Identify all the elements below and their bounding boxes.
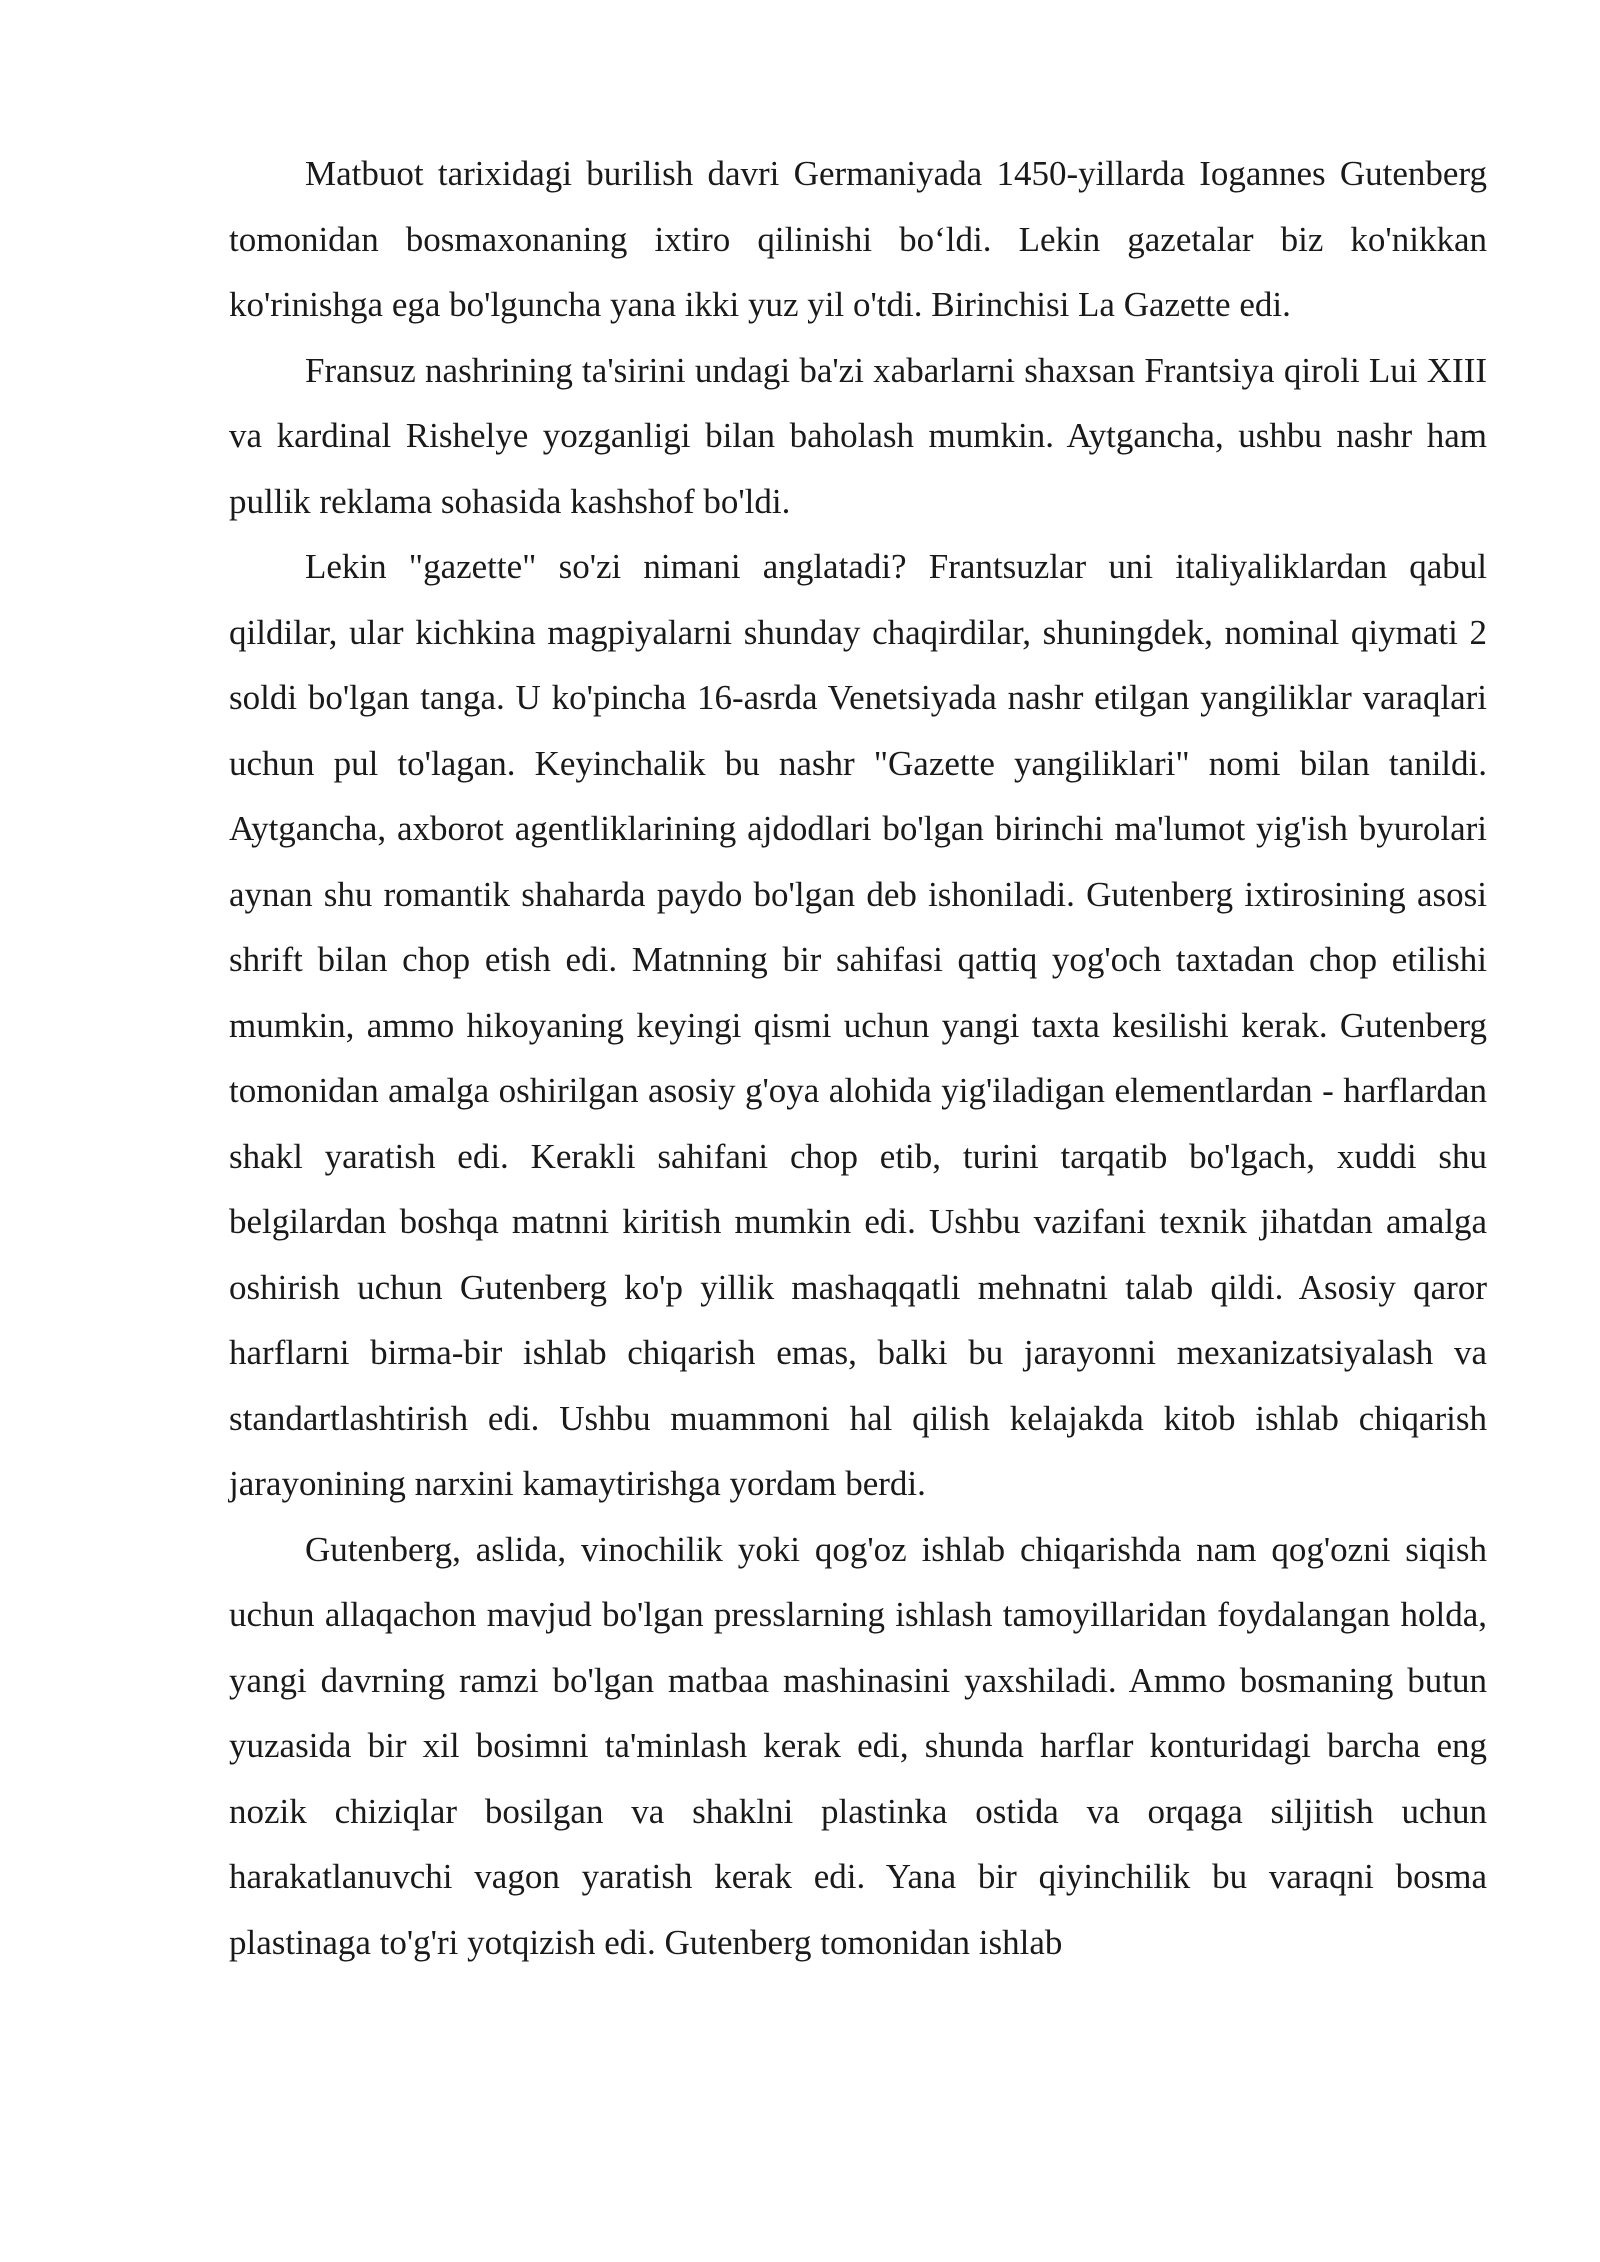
paragraph-gazette-meaning: Lekin "gazette" so'zi nimani anglatadi? Frantsuzlar uni italiyaliklardan qabul qildilar, ular kichkina magpiyalarni shunday chaqirdilar, shuningdek, nominal qiymati 2 soldi bo'lgan tanga. U ko'pincha 16-asrda Venetsiyada nashr etilgan yangiliklar varaqlari uchun pul to'lagan. Keyinchalik bu nashr "Gazette yangiliklari" nomi bilan tanildi. Aytgancha, axborot agentliklarining ajdodlari bo'lgan birinchi ma'lumot yig'ish byurolari aynan shu romantik shaharda paydo bo'lgan deb ishoniladi. Gutenberg ixtirosining asosi shrift bilan chop etish edi. Matnning bir sahifasi qattiq yog'och taxtadan chop etilishi mumkin, ammo hikoyaning keyingi qismi uchun yangi taxta kesilishi kerak. Gutenberg tomonidan amalga oshirilgan asosiy g'oya alohida yig'iladigan elementlardan - harflardan shakl yaratish edi. Kerakli sahifani chop etib, turini tarqatib bo'lgach, xuddi shu belgilardan boshqa matnni kiritish mumkin edi. Ushbu vazifani texnik jihatdan amalga oshirish uchun Gutenberg ko'p yillik mashaqqatli mehnatni talab qildi. Asosiy qaror harflarni birma-bir ishlab chiqarish emas, balki bu jarayonni mexanizatsiyalash va standartlashtirish edi. Ushbu muammoni hal qilish kelajakda kitob ishlab chiqarish jarayonining narxini kamaytirishga yordam berdi. [229,547,1487,1503]
document-page [229,141,1487,1975]
paragraph-gutenberg-invention: Matbuot tarixidagi burilish davri Germaniyada 1450-yillarda Iogannes Gutenberg tomonidan bosmaxonaning ixtiro qilinishi bo‘ldi. Lekin gazetalar biz ko'nikkan ko'rinishga ega bo'lguncha yana ikki yuz yil o'tdi. Birinchisi La Gazette edi. [229,154,1487,324]
paragraph-french-publication: Fransuz nashrining ta'sirini undagi ba'zi xabarlarni shaxsan Frantsiya qiroli Lui XIII va kardinal Rishelye yozganligi bilan baholash mumkin. Aytgancha, ushbu nashr ham pullik reklama sohasida kashshof bo'ldi. [229,350,1487,521]
paragraph-printing-press: Gutenberg, aslida, vinochilik yoki qog'oz ishlab chiqarishda nam qog'ozni siqish uchun allaqachon mavjud bo'lgan presslarning ishlash tamoyillaridan foydalangan holda, yangi davrning ramzi bo'lgan matbaa mashinasini yaxshiladi. Ammo bosmaning butun yuzasida bir xil bosimni ta'minlash kerak edi, shunda harflar konturidagi barcha eng nozik chiziqlar bosilgan va shaklni plastinka ostida va orqaga siljitish uchun harakatlanuvchi vagon yaratish kerak edi. Yana bir qiyinchilik bu varaqni bosma plastinaga to'g'ri yotqizish edi. Gutenberg tomonidan ishlab [229,1529,1487,1962]
